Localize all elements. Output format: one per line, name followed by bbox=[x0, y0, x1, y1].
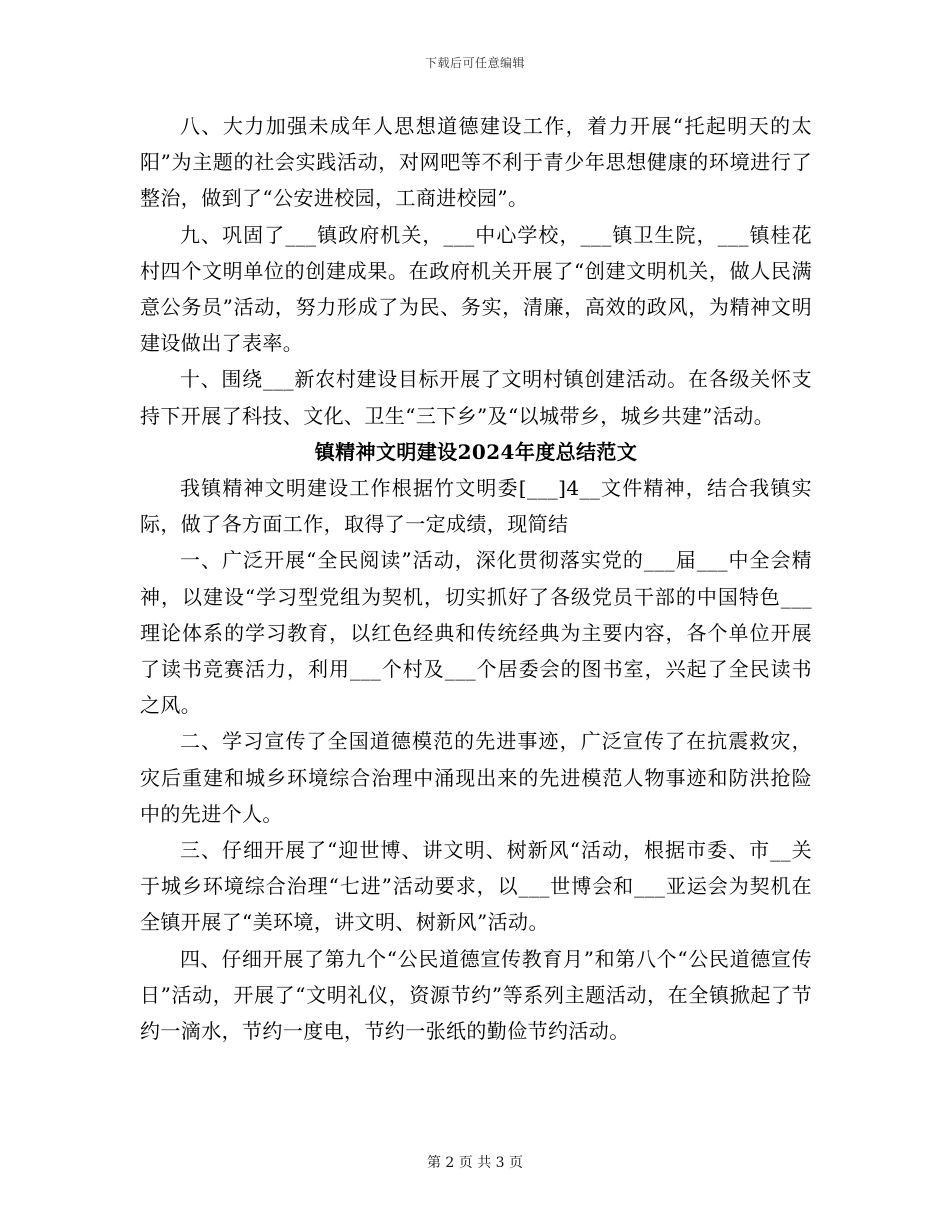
paragraph-intro: 我镇精神文明建设工作根据竹文明委[___]4__文件精神，结合我镇实际，做了各方面工作，取得了一定成绩，现简结 bbox=[140, 476, 812, 537]
paragraph-item-1: 一、广泛开展“全民阅读”活动，深化贯彻落实党的___届___中全会精神，以建设“学习型党组为契机，切实抓好了各级党员干部的中国特色___理论体系的学习教育，以红色经典和传统经典为主要内容，各个单位开展了读书竞赛活力，利用___个村及___个居委会的图书室，兴起了全民读书之风。 bbox=[140, 548, 812, 718]
paragraph-item-8: 八、大力加强未成年人思想道德建设工作，着力开展“托起明天的太阳”为主题的社会实践活动，对网吧等不利于青少年思想健康的环境进行了整治，做到了“公安进校园，工商进校园”。 bbox=[140, 114, 812, 211]
page-footer-number: 第 2 页 共 3 页 bbox=[426, 1155, 524, 1171]
section-title: 镇精神文明建设2024年度总结范文 bbox=[314, 439, 638, 464]
paragraph-item-4: 四、仔细开展了第九个“公民道德宣传教育月”和第八个“公民道德宣传日”活动，开展了“文明礼仪，资源节约”等系列主题活动，在全镇掀起了节约一滴水，节约一度电，节约一张纸的勤俭节约活动。 bbox=[140, 946, 812, 1044]
paragraph-item-10: 十、围绕___新农村建设目标开展了文明村镇创建活动。在各级关怀支持下开展了科技、文化、卫生“三下乡”及“以城带乡，城乡共建”活动。 bbox=[140, 367, 812, 428]
page-header-note: 下载后可任意编辑 bbox=[424, 56, 525, 70]
paragraph-item-3: 三、仔细开展了“迎世博、讲文明、树新风“活动，根据市委、市__关于城乡环境综合治理“七进”活动要求，以___世博会和___亚运会为契机在全镇开展了“美环境，讲文明、树新风”活动。 bbox=[140, 838, 812, 935]
document-body bbox=[140, 108, 812, 1049]
paragraph-item-9: 九、巩固了___镇政府机关，___中心学校，___镇卫生院，___镇桂花村四个文明单位的创建成果。在政府机关开展了“创建文明机关，做人民满意公务员”活动，努力形成了为民、务实，清廉，高效的政风，为精神文明建设做出了表率。 bbox=[140, 222, 812, 356]
paragraph-item-2: 二、学习宣传了全国道德模范的先进事迹，广泛宣传了在抗震救灾，灾后重建和城乡环境综合治理中涌现出来的先进模范人物事迹和防洪抢险中的先进个人。 bbox=[140, 729, 812, 826]
